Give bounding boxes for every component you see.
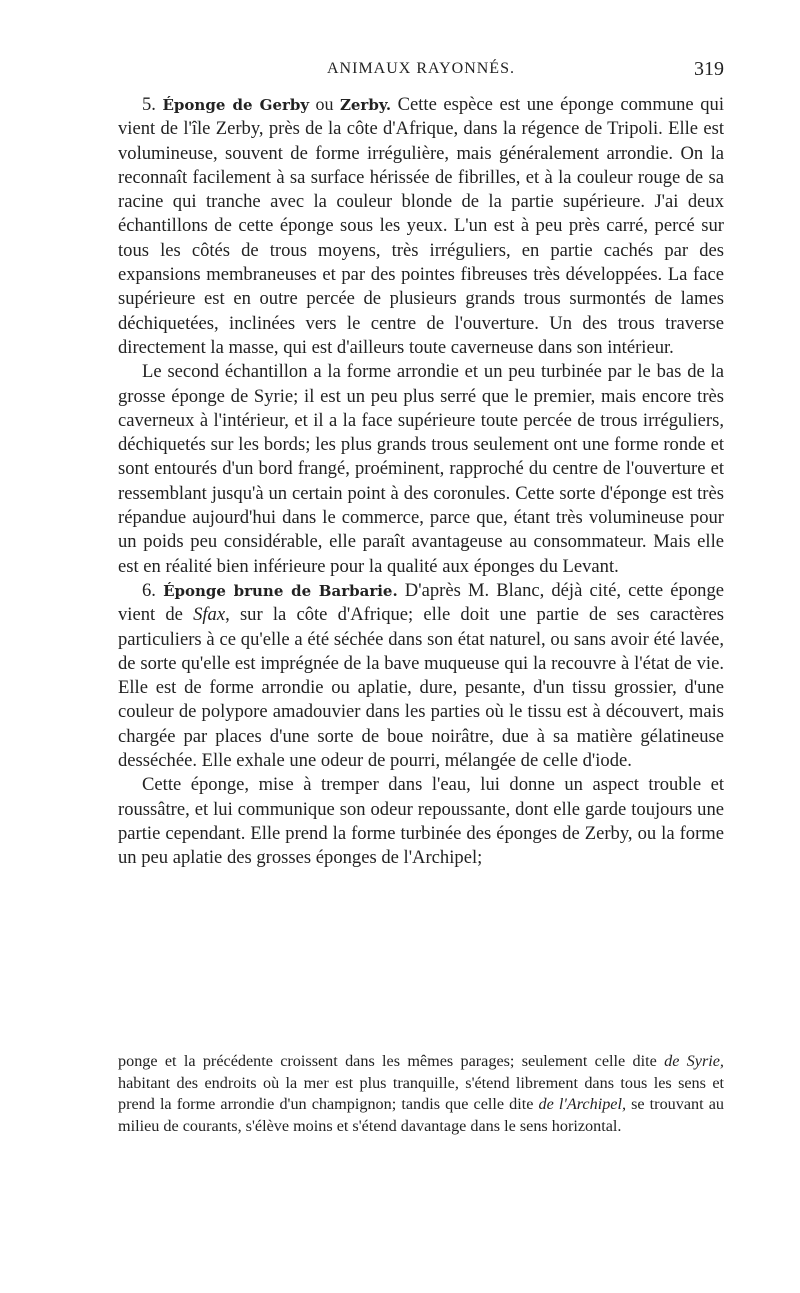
paragraph-zerby: [118, 92, 724, 360]
footnote-text: habitant des endroits où la mer est plus tranquille, s'étend librement dans tous les sens et prend la forme arrondie d'un champignon; tandis que celle dite: [118, 1073, 724, 1113]
paragraph-barbarie: [118, 579, 724, 773]
species-name-gerby: Éponge de Gerby: [162, 96, 310, 114]
paragraph-text: Cette éponge, mise à tremper dans l'eau, lui donne un aspect trouble et roussâtre, et lui communique son odeur repoussante, dont elle garde toujours une partie cependant. Elle prend la forme turbinée des éponges de Zerby, ou la forme un peu aplatie des grosses éponges de l'Archipel;: [118, 774, 724, 869]
footnote-text: ponge et la précédente croissent dans les mêmes parages; seulement celle dite: [118, 1052, 665, 1070]
paragraph-text: D'après M. Blanc, déjà cité, cette éponge vient de: [118, 579, 724, 626]
paragraph-second-specimen: [118, 360, 724, 579]
item-number: 6.: [142, 579, 164, 601]
paragraph-text: Cette espèce est une éponge commune qui vient de l'île Zerby, près de la côte d'Afrique, dans la régence de Tripoli. Elle est volumineuse, souvent de forme irrégulière, mais généralement arrondie. On la reconnaît facilement à sa surface hérissée de fibrilles, et à la couleur rouge de sa racine qui tranche avec la couleur blonde de la partie supérieure. J'ai deux échantillons de cette éponge sous les yeux. L'un est à peu près carré, percé sur tous les côtés de trous moyens, très irréguliers, en partie cachés par des expansions membraneuses et par des pointes fibreuses très développées. La face supérieure est en outre percée de plusieurs grands trous surmontés de lames déchiquetées, inclinées vers le centre de l'ouverture. Un des trous traverse directement la masse, qui est d'ailleurs toute caverneuse dans son intérieur.: [118, 94, 724, 358]
connector-text: ou: [309, 94, 340, 114]
page-number: 319: [694, 58, 724, 80]
footnote-text: se trouvant au milieu de courants, s'élève moins et s'étend davantage dans le sens horizontal.: [118, 1095, 724, 1135]
footnote-italic-syrie: de Syrie,: [664, 1052, 724, 1070]
paragraph-text: Le second échantillon a la forme arrondie et un peu turbinée par le bas de la grosse éponge de Syrie; il est un peu plus serré que le premier, mais encore très caverneux à l'intérieur, et il a la face supérieure toute percée de trous irréguliers, déchiquetés sur les bords; les plus grands trous seulement ont une forme ronde et sont entourés d'un bord frangé, proéminent, rapproché du centre de l'ouverture et ressemblant jusqu'à un certain point à des coronules. Cette sorte d'éponge est très répandue aujourd'hui dans le commerce, parce que, étant très volumineuse pour un poids peu considérable, elle paraît avantageuse au consommateur. Mais elle est en réalité bien inférieure pour la qualité aux éponges du Levant.: [118, 361, 724, 577]
item-number: 5.: [142, 94, 163, 115]
species-name-barbarie: Éponge brune de Barbarie.: [163, 581, 398, 600]
body-text: [118, 92, 724, 871]
footnote-paragraph: [118, 1051, 724, 1137]
footnote-italic-archipel: de l'Archipel,: [538, 1095, 627, 1113]
running-title: ANIMAUX RAYONNÉS.: [327, 60, 515, 77]
footnote: [118, 1051, 724, 1137]
paragraph-text: , sur la côte d'Afrique; elle doit une partie de ses caractères particuliers à ce qu'elle a été séchée dans son état naturel, ou sans avoir été lavée, de sorte qu'elle est imprégnée de la bave muqueuse qui la recouvre à l'état de vie. Elle est de forme arrondie ou aplatie, dure, pesante, d'un tissu grossier, d'une couleur de polypore amadouvier dans les parties où le tissu est à découvert, mais chargée par places d'une sorte de boue noirâtre, due à sa matière gélatineuse desséchée. Elle exhale une odeur de pourri, mélangée de celle d'iode.: [118, 604, 724, 772]
place-name-sfax: Sfax: [193, 604, 226, 626]
page-header: [118, 60, 724, 86]
species-name-zerby: Zerby.: [339, 96, 392, 114]
paragraph-soaking: [118, 773, 724, 870]
